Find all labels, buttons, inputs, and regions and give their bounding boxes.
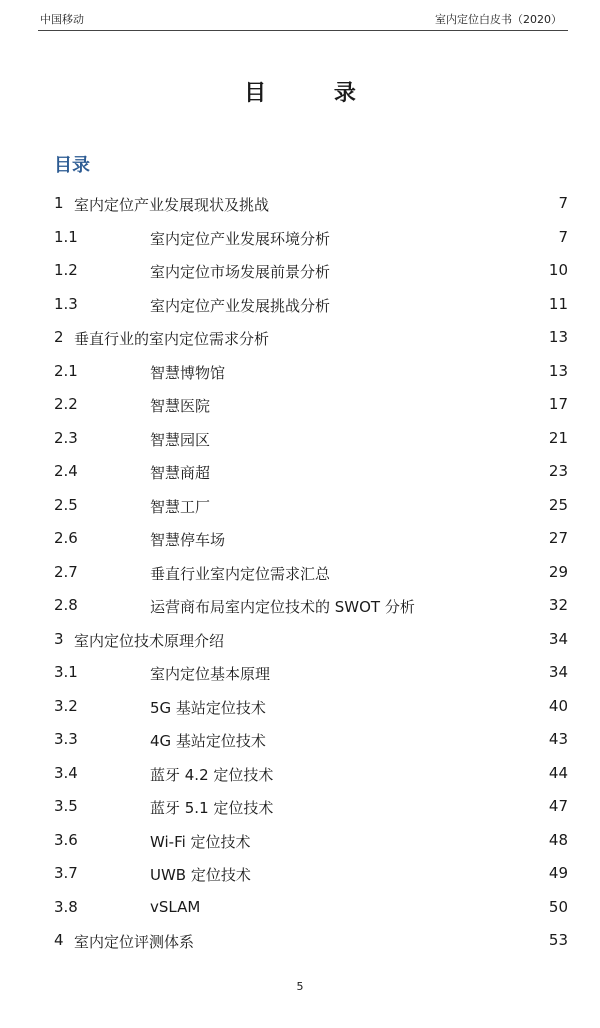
- toc-entry[interactable]: [0, 456, 600, 490]
- toc-entry[interactable]: [0, 590, 600, 624]
- toc-entry[interactable]: [0, 825, 600, 859]
- toc-entry-page: 53: [548, 931, 568, 949]
- toc-entry[interactable]: [0, 322, 600, 356]
- page-header: [38, 8, 568, 31]
- toc-entry-number: 2.1: [54, 361, 78, 380]
- toc-entry-page: 34: [548, 629, 568, 648]
- toc-entry-number: 2: [54, 328, 64, 346]
- toc-entry-number: 2.8: [54, 596, 78, 614]
- toc-entry[interactable]: [0, 389, 600, 423]
- toc-entry-page: 32: [548, 596, 568, 614]
- toc-entry-title: 4G 基站定位技术: [150, 732, 266, 750]
- toc-entry[interactable]: [0, 423, 600, 457]
- toc-entry-page: 43: [548, 730, 568, 748]
- toc-entry-number: 3: [54, 629, 64, 648]
- table-of-contents: [0, 188, 600, 959]
- toc-entry[interactable]: [0, 724, 600, 758]
- toc-entry-page: 7: [558, 194, 568, 212]
- page-number: 5: [296, 980, 304, 993]
- toc-entry-title: 蓝牙 4.2 定位技术: [150, 765, 274, 784]
- toc-entry-page: 47: [548, 797, 568, 815]
- toc-entry-page: 10: [548, 261, 568, 279]
- toc-entry-title: 智慧园区: [150, 430, 211, 449]
- toc-entry[interactable]: [0, 356, 600, 390]
- toc-entry-title: 蓝牙 5.1 定位技术: [150, 799, 274, 817]
- toc-entry[interactable]: [0, 523, 600, 557]
- toc-entry-title: 智慧工厂: [150, 497, 211, 516]
- toc-entry-page: 23: [548, 462, 568, 480]
- toc-entry-number: 2.2: [54, 395, 78, 413]
- header-org: 中国移动: [40, 13, 84, 26]
- toc-entry[interactable]: [0, 289, 600, 323]
- toc-entry[interactable]: [0, 188, 600, 222]
- toc-entry-title: Wi-Fi 定位技术: [150, 832, 251, 851]
- toc-entry-number: 2.6: [54, 529, 78, 547]
- toc-entry-title: 室内定位市场发展前景分析: [150, 263, 331, 281]
- toc-entry-number: 1.1: [54, 227, 78, 246]
- toc-entry-page: 40: [548, 696, 568, 715]
- toc-entry[interactable]: [0, 892, 600, 926]
- toc-entry-number: 1: [54, 194, 64, 212]
- toc-entry-title: 室内定位产业发展环境分析: [150, 229, 331, 248]
- toc-entry-number: 4: [54, 931, 64, 949]
- toc-entry-page: 7: [558, 227, 568, 246]
- toc-entry[interactable]: [0, 624, 600, 658]
- toc-entry-number: 3.1: [54, 663, 78, 681]
- toc-entry-page: 21: [548, 428, 568, 447]
- toc-entry-title: vSLAM: [150, 897, 201, 916]
- toc-entry-page: 13: [548, 361, 568, 380]
- toc-entry-page: 49: [548, 864, 568, 882]
- toc-entry-title: UWB 定位技术: [150, 866, 251, 884]
- toc-entry-number: 3.6: [54, 830, 78, 849]
- toc-entry[interactable]: [0, 791, 600, 825]
- toc-entry-title: 垂直行业室内定位需求汇总: [150, 564, 331, 583]
- toc-entry-page: 48: [548, 830, 568, 849]
- toc-entry-title: 室内定位产业发展挑战分析: [150, 296, 331, 315]
- toc-entry[interactable]: [0, 925, 600, 959]
- toc-entry-title: 室内定位基本原理: [150, 665, 271, 683]
- toc-entry[interactable]: [0, 858, 600, 892]
- toc-entry-page: 50: [548, 897, 568, 916]
- toc-entry-number: 2.3: [54, 428, 78, 447]
- toc-entry-number: 3.3: [54, 730, 78, 748]
- toc-entry[interactable]: [0, 490, 600, 524]
- toc-entry-title: 运营商布局室内定位技术的 SWOT 分析: [150, 598, 415, 616]
- toc-entry-title: 智慧停车场: [150, 531, 226, 549]
- toc-entry-title: 室内定位产业发展现状及挑战: [74, 196, 270, 214]
- toc-entry-page: 29: [548, 562, 568, 581]
- toc-entry-number: 1.2: [54, 261, 78, 279]
- toc-entry-number: 2.5: [54, 495, 78, 514]
- toc-entry-number: 3.7: [54, 864, 78, 882]
- toc-entry[interactable]: [0, 255, 600, 289]
- toc-entry-page: 13: [548, 328, 568, 346]
- toc-entry-page: 44: [548, 763, 568, 782]
- toc-heading: 目录: [54, 155, 90, 176]
- toc-entry-title: 室内定位评测体系: [74, 933, 195, 951]
- toc-entry-number: 3.4: [54, 763, 78, 782]
- toc-entry-page: 25: [548, 495, 568, 514]
- toc-entry-title: 智慧医院: [150, 397, 211, 415]
- toc-entry-page: 11: [548, 294, 568, 313]
- toc-entry[interactable]: [0, 557, 600, 591]
- toc-entry-title: 垂直行业的室内定位需求分析: [74, 330, 270, 348]
- toc-entry-page: 27: [548, 529, 568, 547]
- toc-entry-title: 智慧博物馆: [150, 363, 226, 382]
- toc-entry-page: 17: [548, 395, 568, 413]
- toc-entry-number: 3.8: [54, 897, 78, 916]
- toc-entry-number: 2.7: [54, 562, 78, 581]
- toc-entry-title: 智慧商超: [150, 464, 211, 482]
- page-title: 目 录: [244, 81, 386, 106]
- toc-entry-number: 2.4: [54, 462, 78, 480]
- toc-entry[interactable]: [0, 657, 600, 691]
- toc-entry-number: 3.2: [54, 696, 78, 715]
- toc-entry-page: 34: [548, 663, 568, 681]
- toc-entry-number: 1.3: [54, 294, 78, 313]
- toc-entry[interactable]: [0, 222, 600, 256]
- header-doc-title: 室内定位白皮书（2020）: [435, 13, 562, 26]
- toc-entry[interactable]: [0, 758, 600, 792]
- toc-entry-title: 室内定位技术原理介绍: [74, 631, 225, 650]
- toc-entry-title: 5G 基站定位技术: [150, 698, 266, 717]
- toc-entry-number: 3.5: [54, 797, 78, 815]
- toc-entry[interactable]: [0, 691, 600, 725]
